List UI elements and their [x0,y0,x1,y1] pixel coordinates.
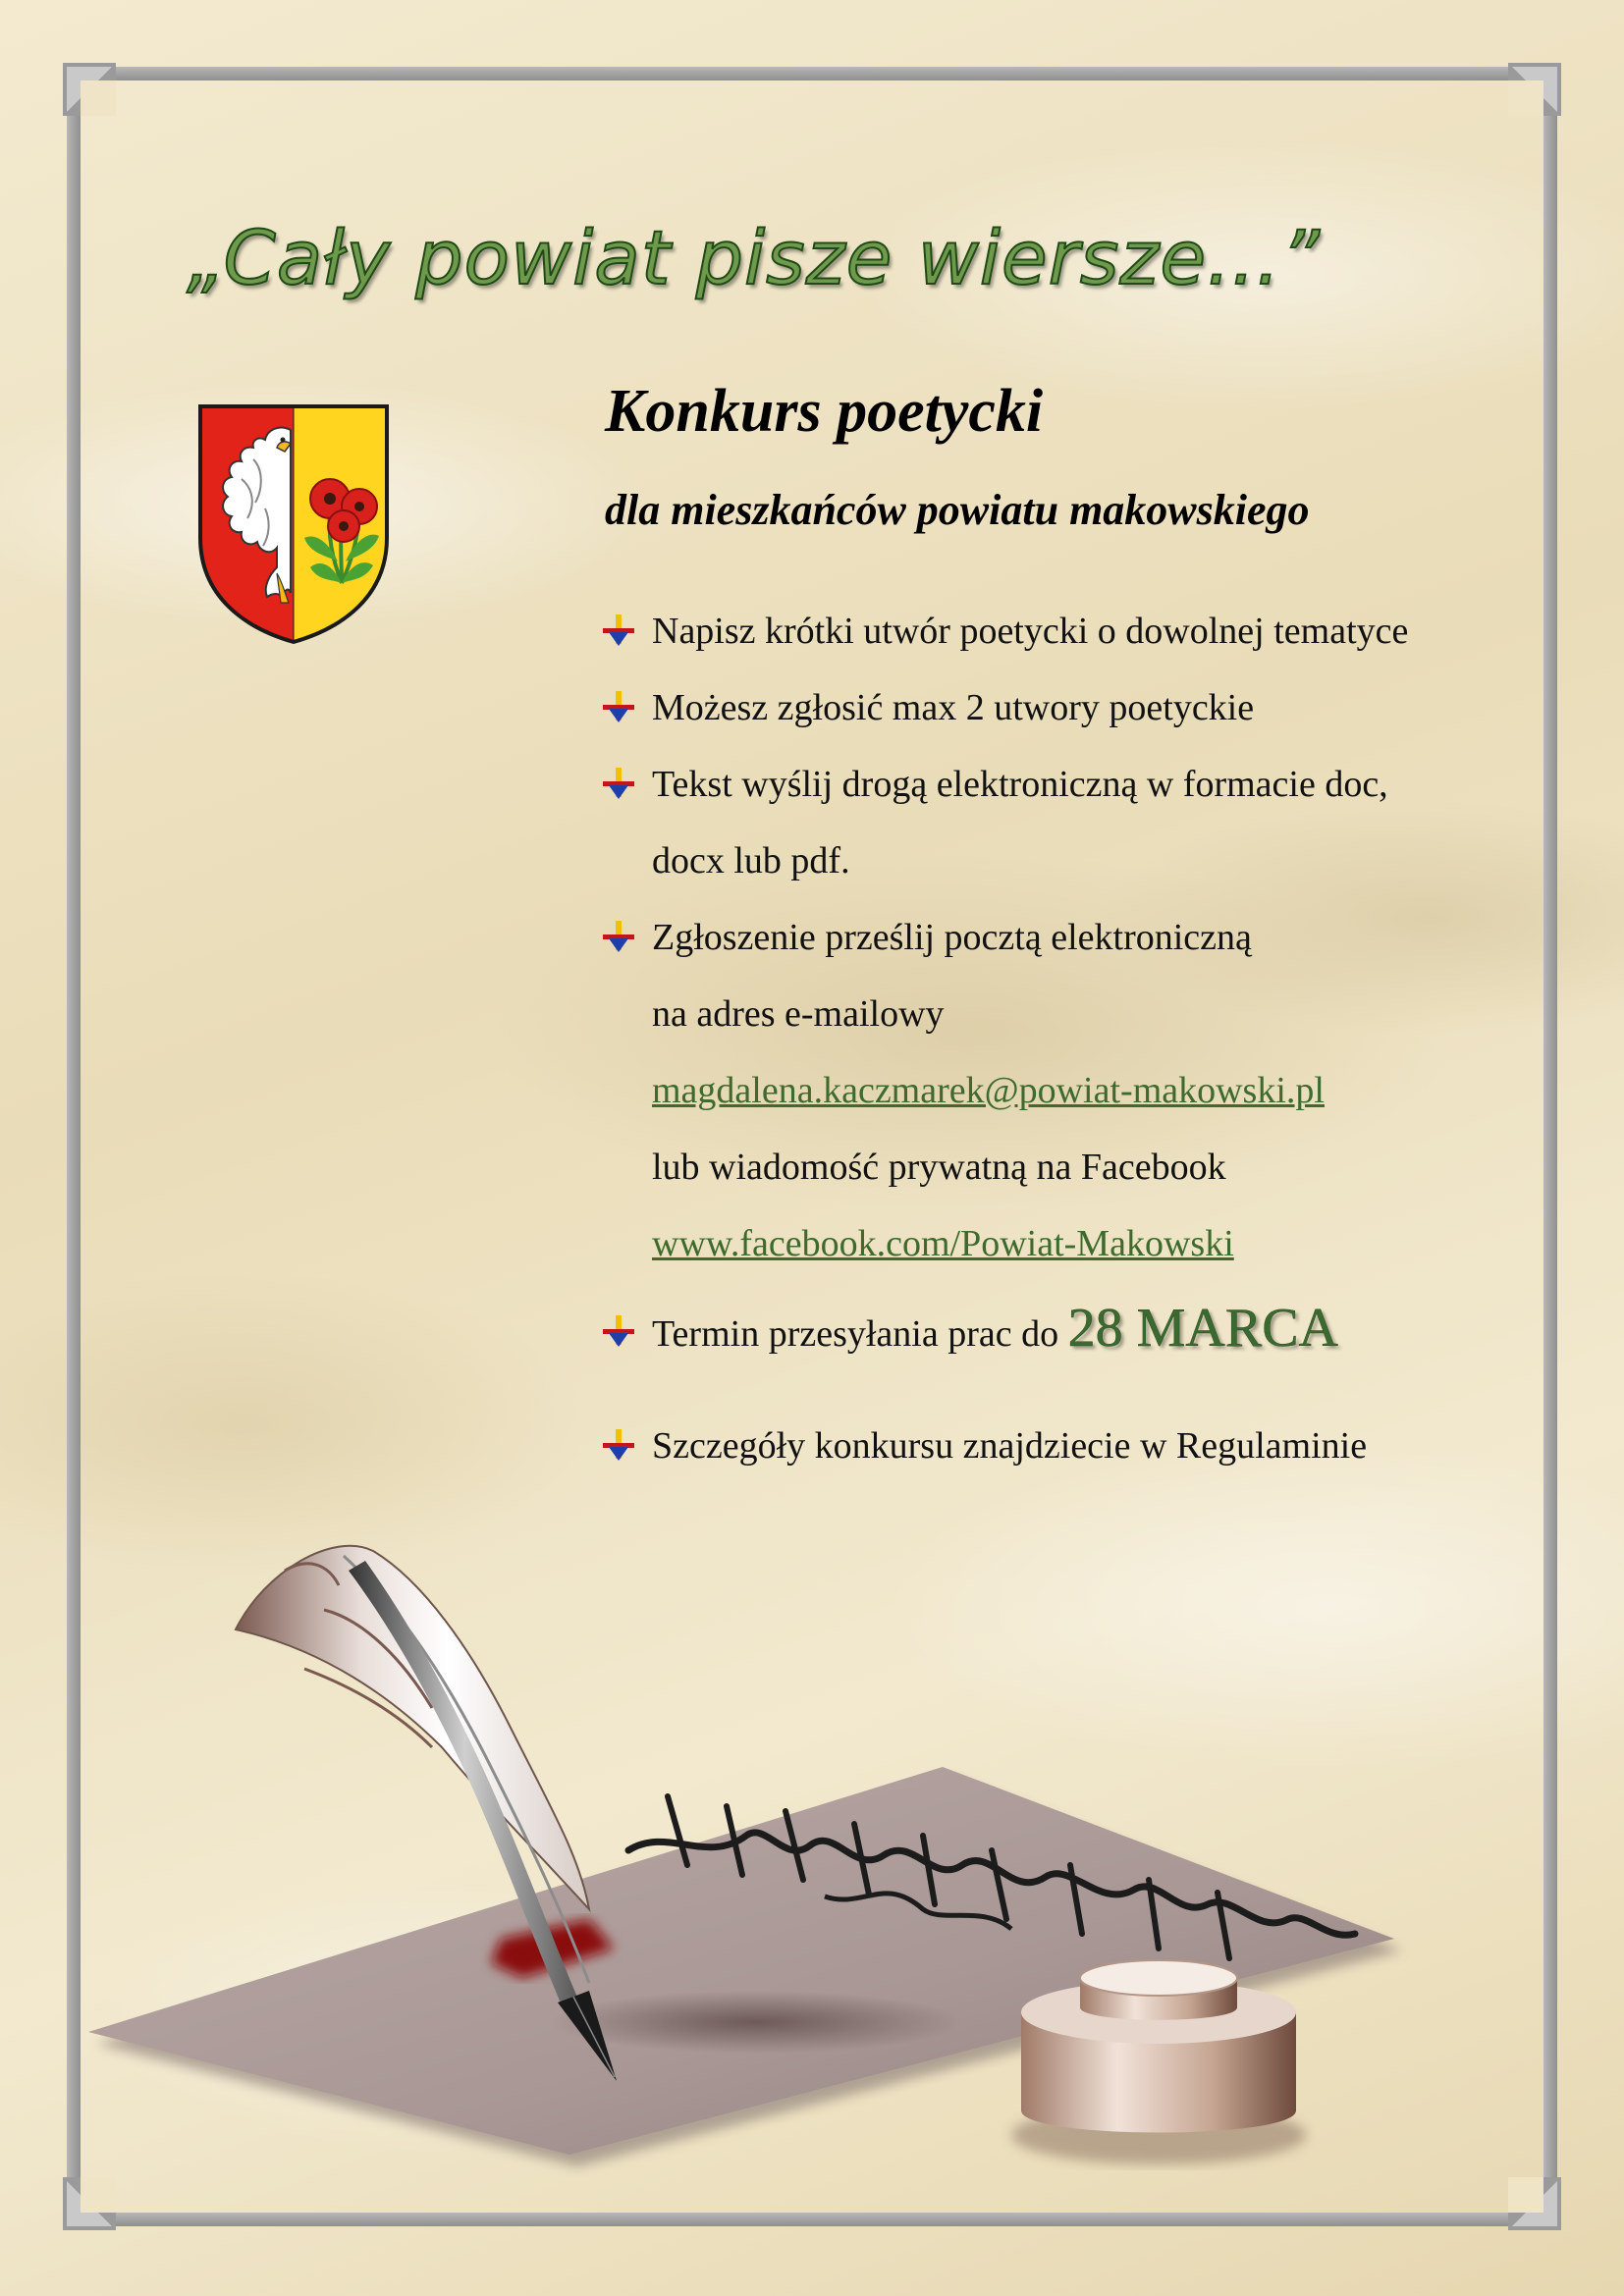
list-item [601,593,1543,669]
arrow-bullet-icon [601,689,636,724]
list-item-text: Tekst wyślij drogą elektroniczną w formacie doc, [652,764,1388,805]
list-item-text: lub wiadomość prywatną na Facebook [652,1147,1226,1188]
coat-of-arms-icon [194,400,393,646]
contest-heading: Konkurs poetycki [605,378,1044,445]
list-item-text: Szczegóły konkursu znajdziecie w Regulaminie [652,1425,1368,1467]
email-link[interactable]: magdalena.kaczmarek@powiat-makowski.pl [652,1070,1325,1111]
list-item [601,669,1543,746]
frame-corner-top-left [63,63,116,116]
list-item-text: Zgłoszenie prześlij pocztą elektroniczną [652,917,1252,958]
frame-top [98,67,1526,80]
list-item-text: na adres e-mailowy [652,993,945,1035]
deadline-date: 28 MARCA [1067,1298,1338,1359]
frame-corner-top-right [1508,63,1561,116]
contest-subheading: dla mieszkańców powiatu makowskiego [605,486,1310,534]
arrow-bullet-icon [601,613,636,648]
list-item-text: Napisz krótki utwór poetycki o dowolnej tematyce [652,611,1409,652]
list-item-text: docx lub pdf. [652,840,850,881]
list-item [601,746,1543,899]
quill-letter-illustration [79,1021,1551,2199]
poster-title: „Cały powiat pisze wiersze...” [187,214,1321,301]
arrow-bullet-icon [601,919,636,954]
deadline-label: Termin przesyłania prac do [652,1313,1068,1355]
facebook-link[interactable]: www.facebook.com/Powiat-Makowski [652,1223,1234,1264]
list-item-text: Możesz zgłosić max 2 utwory poetyckie [652,687,1255,728]
arrow-bullet-icon [601,766,636,801]
frame-bottom [98,2213,1526,2226]
